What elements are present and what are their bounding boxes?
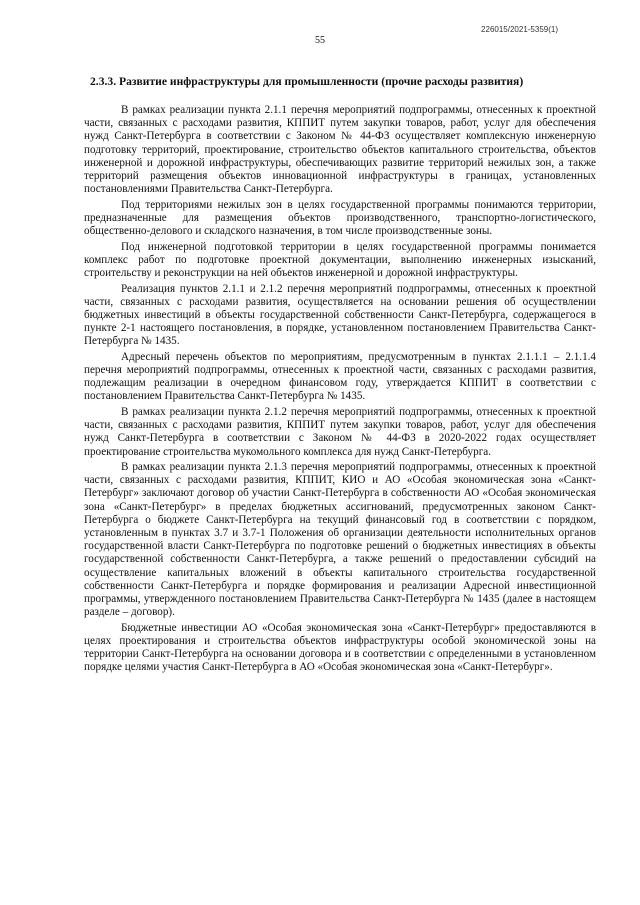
paragraph: Под территориями нежилых зон в целях государственной программы понимаются территории, предназначенные для размещения объектов производственного, транспортно-логистического, общественно-делового и складского назначения, в том числе производственные зоны. [84, 198, 596, 238]
section-heading: 2.3.3. Развитие инфраструктуры для промышленности (прочие расходы развития) [90, 75, 524, 88]
paragraph: Под инженерной подготовкой территории в целях государственной программы понимается комплекс работ по подготовке проектной документации, выполнению инженерных изысканий, строительству и реконструкции на ней объектов инженерной и дорожной инфраструктуры. [84, 240, 596, 280]
paragraph: Реализация пунктов 2.1.1 и 2.1.2 перечня мероприятий подпрограммы, отнесенных к проектной части, связанных с расходами развития, осуществляется на основании решения об осуществлении бюджетных инвестиций в объекты государственной собственности Санкт-Петербурга, содержащегося в пункте 2-1 настоящего постановления, в порядке, установленном постановлением Правительства Санкт-Петербурга № 1435. [84, 282, 596, 348]
paragraph: Адресный перечень объектов по мероприятиям, предусмотренным в пунктах 2.1.1.1 – 2.1.1.4 перечня мероприятий подпрограммы, отнесенных к проектной части, связанных с расходами развития, подлежащим реализации в очередном финансовом году, утверждается КППИТ в соответствии с постановлением Правительства Санкт-Петербурга № 1435. [84, 350, 596, 403]
paragraph: В рамках реализации пункта 2.1.1 перечня мероприятий подпрограммы, отнесенных к проектной части, связанных с расходами развития, КППИТ путем закупки товаров, работ, услуг для обеспечения нужд Санкт-Петербурга в соответствии с Законом № 44-ФЗ осуществляет комплексную инженерную подготовку территорий, проектирование, строительство объектов капитального строительства, объектов инженерной и дорожной инфраструктуры, обеспечивающих развитие территорий нежилых зон, а также территорий размещения объектов инновационной инфраструктуры в границах, установленных постановлениями Правительства Санкт-Петербурга. [84, 104, 596, 196]
paragraph: В рамках реализации пункта 2.1.3 перечня мероприятий подпрограммы, отнесенных к проектной части, связанных с расходами развития, КППИТ, КИО и АО «Особая экономическая зона «Санкт-Петербург» заключают договор об участии Санкт-Петербурга в собственности АО «Особая экономическая зона «Санкт-Петербург» в пределах бюджетных ассигнований, предусмотренных законом Санкт-Петербурга о бюджете Санкт-Петербурга на текущий финансовый год в соответствии с порядком, установленным в пунктах 3.7 и 3.7-1 Положения об организации деятельности исполнительных органов государственной власти Санкт-Петербурга по подготовке решений о бюджетных инвестициях в объекты государственной собственности Санкт-Петербурга, а также решений о предоставлении субсидий на осуществление капитальных вложений в объекты капитального строительства государственной собственности Санкт-Петербурга и порядке формирования и реализации Адресной инвестиционной программы, утвержденного постановлением Правительства Санкт-Петербурга № 1435 (далее в настоящем разделе – договор). [84, 461, 596, 619]
document-body [84, 104, 596, 677]
document-id: 226015/2021-5359(1) [481, 25, 558, 34]
paragraph: В рамках реализации пункта 2.1.2 перечня мероприятий подпрограммы, отнесенных к проектной части, связанных с расходами развития, КППИТ путем закупки товаров, работ, услуг для обеспечения нужд Санкт-Петербурга в соответствии с Законом № 44-ФЗ в 2020-2022 годах осуществляет проектирование строительства мукомольного комплекса для нужд Санкт-Петербурга. [84, 405, 596, 458]
page-number: 55 [315, 35, 325, 46]
paragraph: Бюджетные инвестиции АО «Особая экономическая зона «Санкт-Петербург» предоставляются в целях проектирования и строительства объектов инфраструктуры особой экономической зоны на территории Санкт-Петербурга на основании договора и в соответствии с определенными в установленном порядке целями участия Санкт-Петербурга в АО «Особая экономическая зона «Санкт-Петербург». [84, 621, 596, 674]
